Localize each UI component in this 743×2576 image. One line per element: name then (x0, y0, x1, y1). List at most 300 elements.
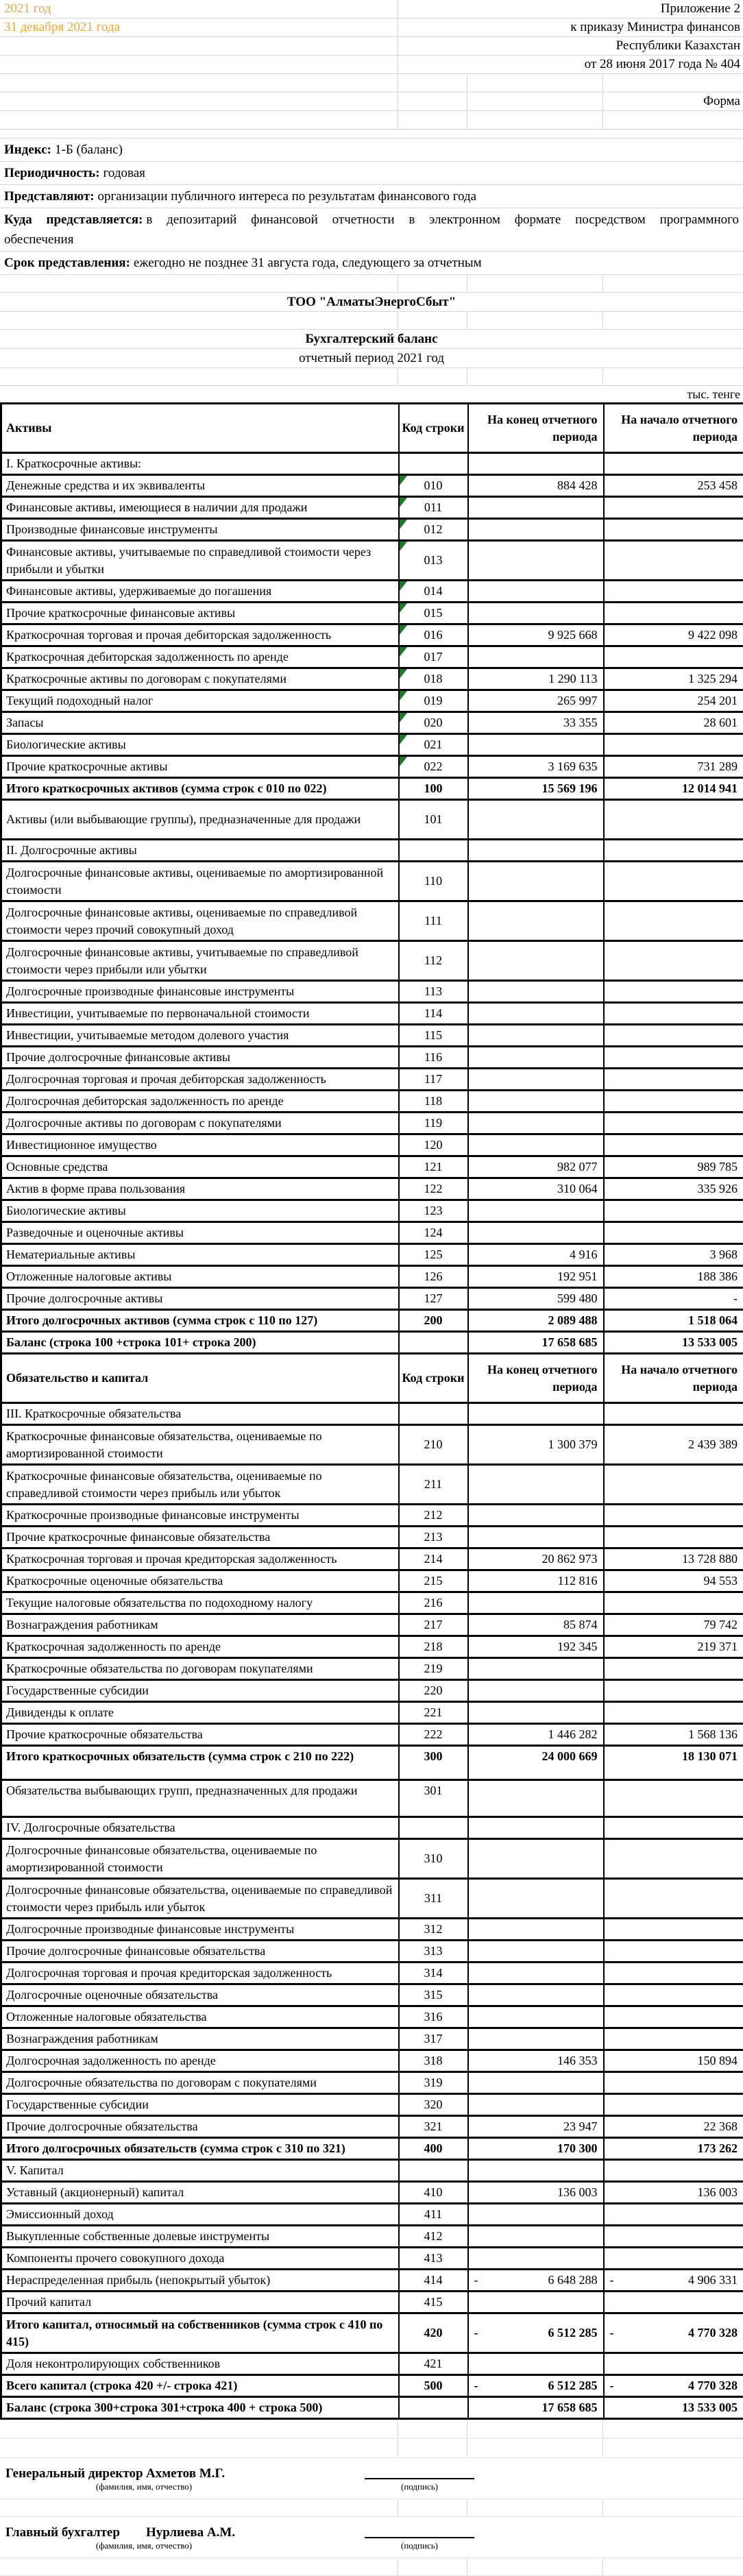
report-date-label: 31 декабря 2021 года (0, 20, 120, 35)
row-label: Прочие краткосрочные активы (1, 756, 399, 778)
row-value-number: 13 728 880 (682, 1552, 738, 1566)
item-row (1, 2226, 743, 2248)
row-value-end (468, 1025, 604, 1047)
deadline-label: Срок представления: (4, 256, 130, 270)
minus-sign: - (474, 2272, 478, 2289)
grid-line (602, 2558, 603, 2575)
row-value-number: 146 353 (557, 2054, 598, 2067)
row-label: Прочие долгосрочные активы (1, 1288, 399, 1310)
row-value-end (468, 2006, 604, 2028)
row-code (399, 1592, 468, 1614)
row-code-value: 314 (424, 1966, 443, 1980)
row-value-start (604, 1222, 743, 1244)
row-code (399, 1465, 468, 1505)
row-code (399, 1266, 468, 1288)
row-value-number: 2 089 488 (548, 1313, 598, 1327)
excel-flag-icon (400, 520, 407, 529)
report-period-text: отчетный период 2021 год (299, 351, 444, 366)
row-code-value: 310 (424, 1851, 443, 1865)
row-code-value: 413 (424, 2251, 443, 2265)
row-code (399, 1636, 468, 1658)
row-label: Долгосрочные финансовые обязательства, оцениваемые по справедливой стоимости через прибыль или убыток (1, 1879, 399, 1919)
row-label: Денежные средства и их эквиваленты (1, 475, 399, 497)
row-value-start (604, 756, 743, 778)
row-value-number: 335 926 (698, 1182, 738, 1195)
row-code-value: 211 (424, 1477, 442, 1491)
row-code (399, 734, 468, 756)
row-code (399, 800, 468, 840)
row-label: Актив в форме права пользования (1, 1178, 399, 1200)
row-value-end (468, 1222, 604, 1244)
row-value-start (604, 1244, 743, 1266)
grid-line (602, 74, 603, 92)
row-value-end (468, 1200, 604, 1222)
row-value-start (604, 2204, 743, 2226)
row-code-value: 114 (424, 1006, 442, 1020)
grid-line (602, 312, 603, 329)
grid-line (602, 93, 603, 110)
row-value-end (468, 1592, 604, 1614)
row-value-start (604, 1047, 743, 1069)
row-value-end (468, 1839, 604, 1879)
row-value-number: 1 518 064 (688, 1313, 738, 1327)
row-value-end (468, 2270, 604, 2292)
total-row (1, 2397, 743, 2419)
row-code-value: 319 (424, 2076, 443, 2089)
row-code-value: 415 (424, 2295, 443, 2309)
row-code (399, 981, 468, 1003)
item-row (1, 1025, 743, 1047)
row-code (399, 690, 468, 712)
row-value-end (468, 2116, 604, 2138)
row-code (399, 668, 468, 690)
item-row (1, 2182, 743, 2204)
total-row (1, 1746, 743, 1780)
item-row (1, 1592, 743, 1614)
row-label: Итого капитал, относимый на собственников (сумма строк с 410 по 415) (1, 2313, 399, 2353)
column-header-start: На начало отчетного периода (604, 404, 743, 453)
row-label: III. Краткосрочные обязательства (1, 1403, 399, 1425)
row-code-value: 019 (424, 694, 443, 707)
row-value-end (468, 1091, 604, 1113)
total-row (1, 2138, 743, 2160)
director-name: Ахметов М.Г. (146, 2466, 225, 2481)
row-value-end (468, 1047, 604, 1069)
row-value-number: 24 000 669 (542, 1749, 598, 1763)
item-row (1, 1222, 743, 1244)
row-value-start (604, 1403, 743, 1425)
row-value-number: 18 130 071 (682, 1749, 738, 1763)
signature-line (365, 2537, 474, 2538)
row-value-end (468, 624, 604, 646)
row-code (399, 2248, 468, 2270)
row-code (399, 1288, 468, 1310)
report-title-text: Бухгалтерский баланс (305, 332, 437, 347)
row-value-number: 20 862 973 (542, 1552, 598, 1566)
row-value-end (468, 901, 604, 941)
row-label: Прочие долгосрочные обязательства (1, 2116, 399, 2138)
item-row (1, 1527, 743, 1548)
item-row (1, 1570, 743, 1592)
total-row (1, 2313, 743, 2353)
row-value-end (468, 1746, 604, 1780)
row-label: Долгосрочная дебиторская задолженность по аренде (1, 1091, 399, 1113)
item-row (1, 690, 743, 712)
row-code (399, 1548, 468, 1570)
row-value-start (604, 646, 743, 668)
row-code (399, 1178, 468, 1200)
item-row (1, 1425, 743, 1465)
accountant-signature-row (0, 2517, 743, 2540)
row-code-value: 120 (424, 1138, 443, 1152)
item-row (1, 2028, 743, 2050)
row-label: Вознаграждения работникам (1, 2028, 399, 2050)
item-row (1, 1047, 743, 1069)
row-label: Прочие краткосрочные обязательства (1, 1724, 399, 1746)
row-value-start (604, 734, 743, 756)
row-value-start (604, 1266, 743, 1288)
row-value-start (604, 624, 743, 646)
section-header-row (1, 2160, 743, 2182)
item-row (1, 981, 743, 1003)
header-row-3 (0, 37, 743, 56)
total-row (1, 778, 743, 800)
row-code-value: 216 (424, 1596, 443, 1609)
row-code (399, 1310, 468, 1332)
row-code (399, 1091, 468, 1113)
row-value-number: 15 569 196 (542, 781, 598, 795)
row-code-value: 500 (424, 2379, 443, 2392)
row-label: Текущие налоговые обязательства по подоходному налогу (1, 1592, 399, 1614)
row-value-start (604, 581, 743, 603)
row-code-value: 215 (424, 1574, 443, 1588)
row-code-value: 127 (424, 1291, 443, 1305)
row-code (399, 1724, 468, 1746)
item-row (1, 2353, 743, 2375)
row-value-start (604, 981, 743, 1003)
row-label: Запасы (1, 712, 399, 734)
item-row (1, 1505, 743, 1527)
row-value-start (604, 1817, 743, 1839)
item-row (1, 1636, 743, 1658)
grid-line (602, 2499, 603, 2516)
index-value: 1-Б (баланс) (55, 143, 123, 157)
row-value-start (604, 2138, 743, 2160)
signature-block (0, 2420, 743, 2576)
row-label: Инвестиции, учитываемые по первоначальной стоимости (1, 1003, 399, 1025)
row-value-start (604, 1919, 743, 1941)
accountant-role-label: Главный бухгалтер (5, 2525, 146, 2540)
row-code (399, 1156, 468, 1178)
row-code (399, 1003, 468, 1025)
row-value-end (468, 497, 604, 519)
total-row (1, 2375, 743, 2397)
row-value-start (604, 1680, 743, 1702)
item-row (1, 2006, 743, 2028)
row-value-end (468, 2138, 604, 2160)
appendix-line-1: Приложение 2 (661, 1, 743, 16)
excel-flag-icon (400, 669, 407, 679)
row-value-end (468, 1003, 604, 1025)
row-label: Биологические активы (1, 734, 399, 756)
row-label: Эмиссионный доход (1, 2204, 399, 2226)
row-value-start (604, 1527, 743, 1548)
item-row (1, 2248, 743, 2270)
excel-flag-icon (400, 691, 407, 701)
row-value-number: 4 770 328 (688, 2326, 738, 2340)
excel-flag-icon (400, 757, 407, 766)
deadline-value: ежегодно не позднее 31 августа года, следующего за отчетным (134, 256, 482, 270)
row-code-value: 214 (424, 1552, 443, 1566)
row-value-end (468, 453, 604, 475)
periodicity-row (0, 162, 743, 185)
row-value-number: 17 658 685 (542, 1335, 598, 1349)
row-code (399, 581, 468, 603)
row-code (399, 1047, 468, 1069)
row-code-value: 411 (424, 2207, 442, 2221)
row-value-end (468, 1134, 604, 1156)
row-value-start (604, 1310, 743, 1332)
item-row (1, 2204, 743, 2226)
row-value-number: 79 742 (704, 1618, 738, 1631)
row-label: Баланс (строка 300+строка 301+строка 400 + строка 500) (1, 2397, 399, 2419)
row-label: Биологические активы (1, 1200, 399, 1222)
row-value-end (468, 1288, 604, 1310)
row-value-number: 310 064 (557, 1182, 598, 1195)
row-code (399, 2138, 468, 2160)
row-value-start (604, 840, 743, 862)
row-value-end (468, 1425, 604, 1465)
row-code (399, 1658, 468, 1680)
row-code-value: 420 (424, 2326, 443, 2340)
column-header-end: На конец отчетного периода (468, 404, 604, 453)
item-row (1, 712, 743, 734)
row-label: Финансовые активы, учитываемые по справедливой стоимости через прибыли и убытки (1, 541, 399, 581)
row-value-start (604, 1658, 743, 1680)
row-value-number: 6 512 285 (548, 2326, 598, 2340)
row-value-end (468, 668, 604, 690)
director-role-label: Генеральный директор (5, 2466, 146, 2481)
row-value-end (468, 2226, 604, 2248)
row-code (399, 2182, 468, 2204)
row-value-start (604, 2313, 743, 2353)
row-code (399, 1403, 468, 1425)
item-row (1, 1266, 743, 1288)
row-value-start (604, 1025, 743, 1047)
row-code (399, 1780, 468, 1817)
grid-row (0, 368, 743, 386)
row-value-start (604, 1963, 743, 1984)
section-header-row (1, 1403, 743, 1425)
row-label: Прочие долгосрочные финансовые обязательства (1, 1941, 399, 1963)
row-code-value: 220 (424, 1684, 443, 1697)
row-label: Текущий подоходный налог (1, 690, 399, 712)
row-code (399, 1680, 468, 1702)
row-value-number: 1 568 136 (688, 1727, 738, 1741)
row-value-end (468, 712, 604, 734)
row-value-number: 173 262 (698, 2141, 738, 2155)
row-value-start (604, 1839, 743, 1879)
row-code (399, 1817, 468, 1839)
row-code (399, 519, 468, 541)
row-label: Долгосрочные активы по договорам с покупателями (1, 1113, 399, 1134)
row-label: Долгосрочные финансовые активы, учитываемые по справедливой стоимости через прибыли или убытки (1, 941, 399, 981)
row-code (399, 2204, 468, 2226)
row-label: Дивиденды к оплате (1, 1702, 399, 1724)
row-label: Обязательства выбывающих групп, предназначенных для продажи (1, 1780, 399, 1817)
row-label: Итого краткосрочных активов (сумма строк с 010 по 022) (1, 778, 399, 800)
row-label: II. Долгосрочные активы (1, 840, 399, 862)
row-value-number: - (733, 1291, 738, 1305)
row-value-end (468, 1310, 604, 1332)
row-value-end (468, 1658, 604, 1680)
row-label: Долгосрочная задолженность по аренде (1, 2050, 399, 2072)
report-title (0, 330, 743, 349)
row-value-start (604, 1069, 743, 1091)
item-row (1, 475, 743, 497)
row-code-value: 110 (424, 874, 442, 888)
row-value-end (468, 2050, 604, 2072)
row-value-end (468, 1724, 604, 1746)
row-code-value: 217 (424, 1618, 443, 1631)
row-value-end (468, 941, 604, 981)
item-row (1, 2116, 743, 2138)
row-value-start (604, 1465, 743, 1505)
row-code (399, 1069, 468, 1091)
row-label: Инвестиционное имущество (1, 1134, 399, 1156)
row-value-number: 28 601 (704, 716, 738, 729)
row-value-start (604, 712, 743, 734)
item-row (1, 1724, 743, 1746)
row-code-value: 318 (424, 2054, 443, 2067)
item-row (1, 1134, 743, 1156)
row-code-value: 124 (424, 1226, 443, 1239)
minus-sign: - (610, 2377, 614, 2394)
column-header-label: Обязательство и капитал (1, 1354, 399, 1403)
minus-sign: - (474, 2324, 478, 2342)
row-code (399, 475, 468, 497)
row-code (399, 603, 468, 624)
row-code-value: 316 (424, 2010, 443, 2024)
submitters-label: Представляют: (4, 189, 95, 204)
row-label: Государственные субсидии (1, 2094, 399, 2116)
row-value-number: 3 968 (710, 1248, 738, 1261)
row-value-end (468, 2353, 604, 2375)
excel-flag-icon (400, 476, 407, 485)
row-value-start (604, 1548, 743, 1570)
row-code-value: 017 (424, 650, 443, 664)
row-label: Итого долгосрочных обязательств (сумма строк с 310 по 321) (1, 2138, 399, 2160)
row-value-start (604, 2353, 743, 2375)
item-row (1, 603, 743, 624)
row-code (399, 1984, 468, 2006)
row-value-end (468, 981, 604, 1003)
total-row (1, 1310, 743, 1332)
row-label: Итого краткосрочных обязательств (сумма строк с 210 по 222) (1, 1746, 399, 1780)
row-value-start (604, 1003, 743, 1025)
row-code (399, 1200, 468, 1222)
row-value-start (604, 941, 743, 981)
row-value-start (604, 603, 743, 624)
row-label: Краткосрочные финансовые обязательства, оцениваемые по амортизированной стоимости (1, 1425, 399, 1465)
row-value-end (468, 1403, 604, 1425)
grid-line (602, 368, 603, 385)
item-row (1, 497, 743, 519)
row-label: Долгосрочные обязательства по договорам с покупателями (1, 2072, 399, 2094)
column-header-code: Код строки (399, 1354, 468, 1403)
row-label: V. Капитал (1, 2160, 399, 2182)
row-code (399, 1919, 468, 1941)
excel-flag-icon (400, 625, 407, 635)
section-header-row (1, 1817, 743, 1839)
row-value-end (468, 519, 604, 541)
item-row (1, 646, 743, 668)
row-label: Производные финансовые инструменты (1, 519, 399, 541)
item-row (1, 941, 743, 981)
row-value-start (604, 1570, 743, 1592)
row-value-start (604, 862, 743, 901)
signature-caption: (подпись) (401, 2481, 438, 2492)
item-row (1, 734, 743, 756)
row-value-end (468, 1505, 604, 1527)
row-value-end (468, 1548, 604, 1570)
row-value-start (604, 1780, 743, 1817)
units-label (0, 386, 743, 402)
row-code-value: 313 (424, 1944, 443, 1958)
row-value-start (604, 1091, 743, 1113)
total-row (1, 1332, 743, 1354)
row-value-end (468, 734, 604, 756)
row-label: Государственные субсидии (1, 1680, 399, 1702)
row-value-end (468, 475, 604, 497)
row-code-value: 010 (424, 478, 443, 492)
grid-row (0, 2499, 743, 2517)
row-code-value: 410 (424, 2185, 443, 2199)
row-label: Отложенные налоговые обязательства (1, 2006, 399, 2028)
row-value-start (604, 541, 743, 581)
row-code (399, 778, 468, 800)
row-code-value: 016 (424, 628, 443, 642)
balance-table (0, 402, 743, 2420)
row-code (399, 2094, 468, 2116)
item-row (1, 1069, 743, 1091)
row-value-start (604, 497, 743, 519)
item-row (1, 624, 743, 646)
row-label: Уставный (акционерный) капитал (1, 2182, 399, 2204)
excel-flag-icon (400, 603, 407, 613)
row-code (399, 1425, 468, 1465)
submitters-value: организации публичного интереса по результатам финансового года (98, 189, 477, 204)
row-value-number: 1 446 282 (548, 1727, 598, 1741)
row-value-number: 33 355 (563, 716, 598, 729)
row-label: Основные средства (1, 1156, 399, 1178)
row-value-start (604, 1425, 743, 1465)
row-label: Компоненты прочего совокупного дохода (1, 2248, 399, 2270)
section-header-row (1, 840, 743, 862)
row-value-number: 170 300 (557, 2141, 598, 2155)
row-value-number: 6 648 288 (548, 2273, 598, 2287)
item-row (1, 1465, 743, 1505)
row-value-end (468, 862, 604, 901)
index-label: Индекс: (4, 143, 51, 157)
header-row-1 (0, 0, 743, 19)
row-value-end (468, 2292, 604, 2313)
item-row (1, 800, 743, 840)
item-row (1, 2072, 743, 2094)
item-row (1, 1658, 743, 1680)
row-code (399, 2226, 468, 2248)
row-value-number: 192 951 (557, 1269, 598, 1283)
